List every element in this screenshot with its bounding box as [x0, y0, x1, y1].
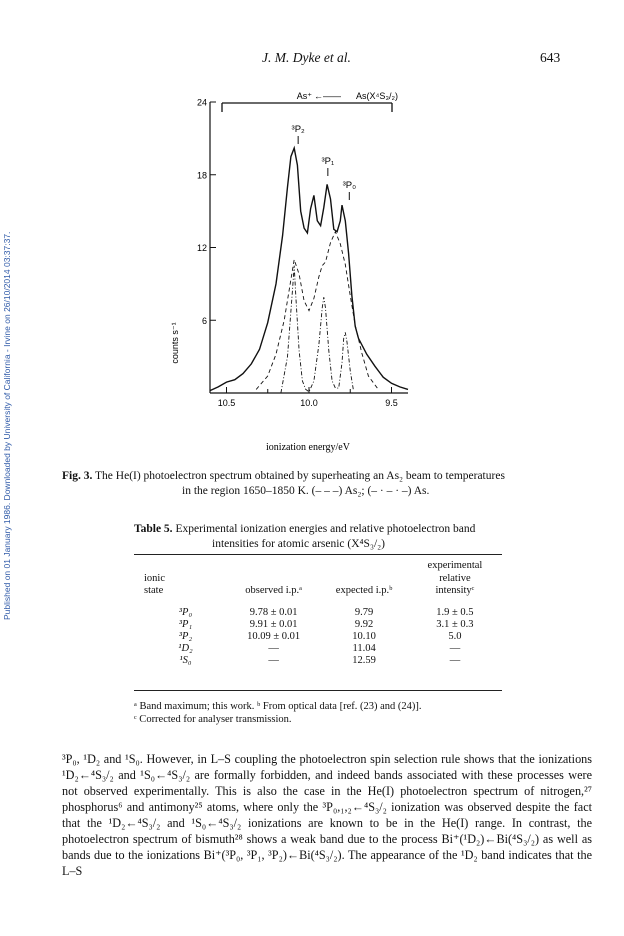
x-tick-label: 10.0 — [300, 398, 318, 408]
x-axis-label: ionization energy/eV — [266, 442, 350, 453]
table-row — [134, 643, 502, 655]
table-cell: ³P₂ — [178, 630, 193, 642]
peak-labels — [292, 124, 357, 200]
table-cell: 1.9 ± 0.5 — [436, 606, 474, 618]
page-number: 643 — [540, 50, 561, 65]
table-caption-line1: Experimental ionization energies and relative photoelectron band — [175, 523, 476, 535]
bracket-left-label: As⁺ — [296, 91, 312, 101]
table-header-cell: observed i.p.ᵃ — [245, 585, 303, 596]
y-tick-label: 12 — [196, 243, 207, 253]
table-cell: ³P₁ — [178, 618, 193, 630]
table-5 — [134, 560, 502, 667]
y-axis-label: counts s⁻¹ — [170, 322, 180, 364]
table-cell: 9.79 — [354, 606, 374, 618]
x-tick-label: 10.5 — [217, 398, 236, 408]
figure-caption — [62, 469, 592, 499]
table-caption-line2: intensities for atomic arsenic (X⁴S₃/₂) — [212, 538, 385, 550]
bracket-right-label: As(X⁴S₃/₂) — [356, 91, 399, 101]
table-cell: 9.92 — [354, 618, 374, 630]
figure-3 — [160, 88, 430, 465]
table-cell: 9.91 ± 0.01 — [249, 618, 298, 630]
table-cell: 11.04 — [352, 642, 376, 654]
peak-label: ³P₂ — [291, 124, 305, 135]
table-cell: — — [268, 642, 279, 654]
body-text — [62, 751, 592, 879]
table-row — [134, 631, 502, 643]
table-cell: 5.0 — [448, 630, 462, 642]
table-cell: — — [449, 642, 461, 654]
y-tick-label: 24 — [196, 97, 207, 108]
as-ionization-bracket — [222, 91, 398, 112]
figure-caption-line2: in the region 1650–1850 K. (– – –) As₂; (– · – · –) As. — [182, 485, 430, 497]
table-top-rule — [134, 554, 502, 555]
table-cell: 9.78 ± 0.01 — [249, 606, 298, 618]
peak-label: ³P₁ — [321, 156, 335, 167]
spectrum-plot — [160, 88, 430, 460]
table-header-row — [134, 560, 502, 601]
table-bottom-rule — [134, 690, 502, 691]
table-row — [134, 601, 502, 619]
figure-caption-line1: The He(I) photoelectron spectrum obtained by superheating an As₂ beam to temperatures — [95, 470, 505, 482]
table-row — [134, 655, 502, 667]
table-cell: 3.1 ± 0.3 — [436, 618, 474, 630]
peak-label: ³P₀ — [342, 180, 357, 191]
series-layer — [210, 148, 408, 393]
plot-axes — [210, 102, 408, 393]
table-header-cell: experimental relative intensityᶜ — [427, 560, 483, 596]
y-tick-labels — [197, 98, 207, 326]
running-head-authors: J. M. Dyke et al. — [262, 50, 351, 65]
table-header-cell: expected i.p.ᵇ — [335, 585, 393, 596]
footnote-c: ᶜ Corrected for analyser transmission. — [134, 714, 292, 725]
table-caption — [134, 522, 574, 552]
spectrum-total-line — [210, 148, 408, 391]
table-row — [134, 619, 502, 631]
table-header-cell: ionic state — [144, 572, 165, 596]
figure-caption-label: Fig. 3. — [62, 470, 93, 482]
table-cell: 10.10 — [352, 630, 376, 642]
y-tick-label: 18 — [196, 170, 207, 181]
table-cell: ¹D₂ — [178, 642, 193, 654]
x-tick-label: 9.5 — [385, 398, 398, 408]
table-footnotes — [134, 700, 534, 726]
x-tick-labels — [218, 398, 398, 408]
table-cell: 10.09 ± 0.01 — [247, 630, 301, 642]
table-cell: ¹S₀ — [179, 654, 192, 666]
table-cell: ³P₀ — [178, 606, 193, 618]
footnote-a-b: ᵃ Band maximum; this work. ᵇ From optical data [ref. (23) and (24)]. — [134, 701, 422, 712]
bracket-arrow: ←—— — [314, 91, 341, 101]
table-cell: 12.59 — [352, 654, 376, 666]
download-watermark: Published on 01 January 1986. Downloaded by University of California - Irvine on 26/10/2014 03:37:37. — [2, 231, 12, 620]
table-cell: — — [449, 654, 461, 666]
table-cell: — — [268, 654, 279, 666]
y-tick-label: 6 — [201, 315, 207, 326]
as2-deconvolution-line — [256, 232, 378, 390]
body-paragraph: ³P₀, ¹D₂ and ¹S₀. However, in L–S coupling the photoelectron spin selection rule shows that the ionizations ¹D₂←⁴S₃/₂ and ¹S₀←⁴S₃/₂ are formally forbidden, and indeed bands associated with these processes were not observed experimentally. This is also the case in the He(I) photoelectron spectrum of nitrogen,²⁷ phosphorus⁶ and antimony²⁵ atoms, where only the ³P₀,₁,₂←⁴S₃/₂ ionization was observed despite the fact that the ¹D₂←⁴S₃/₂ and ¹S₀←⁴S₃/₂ ionizations are known to be in the He(I) range. In contrast, the photoelectron spectrum of bismuth²⁸ shows a weak band due to the process Bi⁺(¹D₂)←Bi(⁴S₃/₂) as well as bands due to the ionizations Bi⁺(³P₀, ³P₁, ³P₂)←Bi(⁴S₃/₂). The appearance of the ¹D₂ band indicates that the L–S — [62, 752, 592, 878]
table-caption-label: Table 5. — [134, 523, 173, 535]
